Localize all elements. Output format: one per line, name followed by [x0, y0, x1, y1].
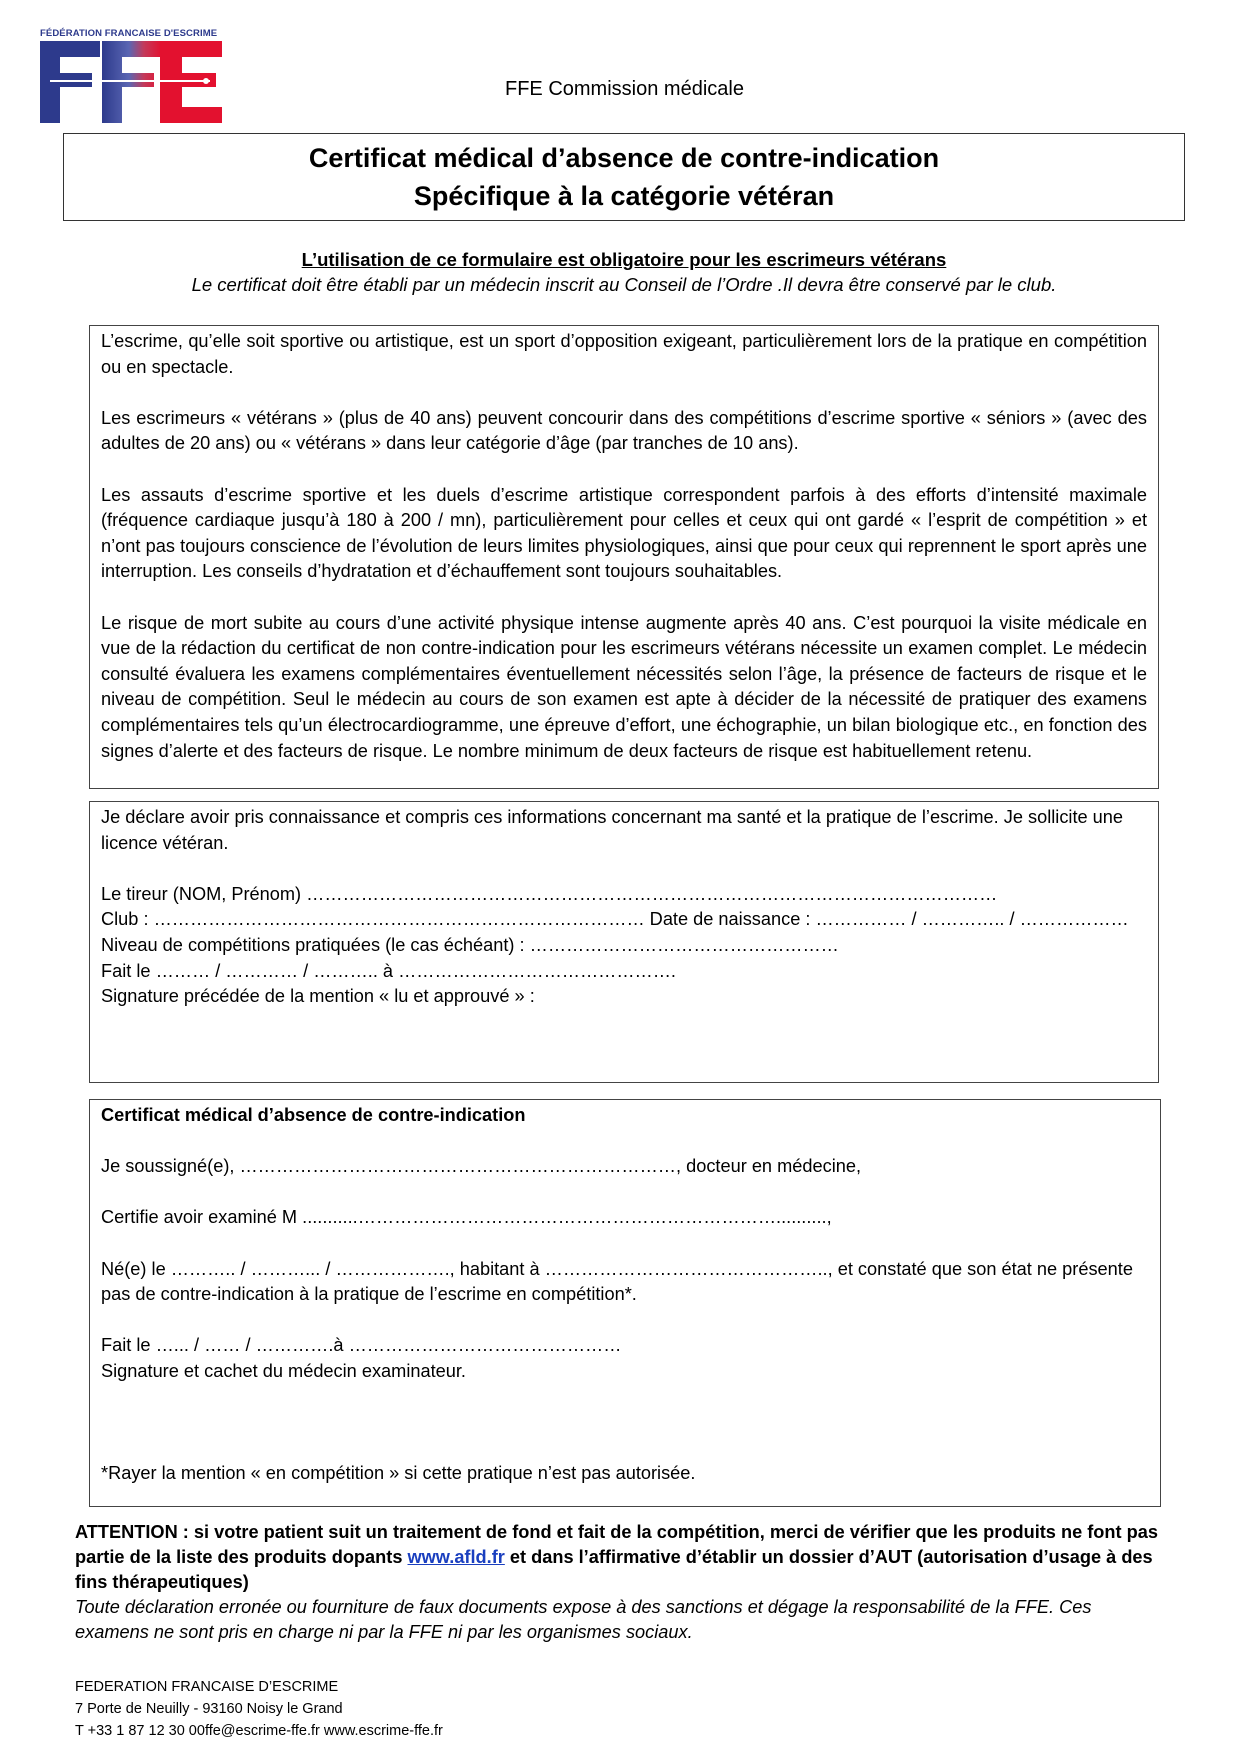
title-line2: Spécifique à la catégorie vétéran — [413, 181, 835, 211]
field-soussigne[interactable]: Je soussigné(e), ………………………………………………………………, docteur en médecine, — [101, 1156, 862, 1177]
info-paragraph-4: Le risque de mort subite au cours d’une activité physique intense augmente après 40 ans. C’est pourquoi la visite médicale en vue de la rédaction du certificat de non contre-indication pour les escrimeurs vétérans nécessite un examen complet. Le médecin consulté évaluera les examens complémentaires éventuellement nécessités selon l’âge, la présence de facteurs de risque et le niveau de compétition. Seul le médecin au cours de son examen est apte à décider de la nécessité de pratiquer des examens complémentaires tels qu’un électrocardiogramme, une épreuve d’effort, une échographie, un bilan biologique etc., en fonction des signes d’alerte et des facteurs de risque. Le nombre minimum de deux facteurs de risque est habituellement retenu. — [101, 612, 1147, 761]
field-niveau[interactable]: Niveau de compétitions pratiquées (le cas échéant) : …………………………………………… — [101, 934, 839, 955]
ffe-logo-mark-icon — [40, 41, 222, 123]
declaration-box — [89, 801, 1159, 1083]
attention-notice — [75, 1520, 1165, 1645]
attention-disclaimer: Toute déclaration erronée ou fourniture de faux documents expose à des sanctions et dégage la responsabilité de la FFE. Ces examens ne sont pris en charge ni par la FFE ni par les organismes sociaux. — [75, 1597, 1092, 1642]
field-signature-tireur[interactable]: Signature précédée de la mention « lu et approuvé » : — [101, 986, 535, 1007]
attention-text-1: ATTENTION : si votre patient suit un traitement de fond et fait de la compétition, merci de vérifier que les produits ne font pas partie de la liste des produits dopants — [75, 1522, 1158, 1567]
footer — [75, 1676, 443, 1742]
certificate-box — [89, 1099, 1161, 1507]
title-box — [63, 133, 1185, 221]
title-line1: Certificat médical d’absence de contre-indication — [308, 143, 940, 173]
field-examine[interactable]: Certifie avoir examiné M ...........…………………………………………………………….........., — [101, 1207, 832, 1228]
field-signature-medecin[interactable]: Signature et cachet du médecin examinateur. — [101, 1360, 466, 1381]
logo-org-name: FÉDÉRATION FRANCAISE D'ESCRIME — [40, 28, 218, 39]
footer-contact: T +33 1 87 12 30 00ffe@escrime-ffe.fr www.escrime-ffe.fr — [75, 1723, 443, 1739]
footer-org: FEDERATION FRANCAISE D’ESCRIME — [75, 1679, 339, 1695]
field-club-birthdate[interactable]: Club : ……………………………………………………………………… Date de naissance : …………… / ………….. / ……………… — [101, 909, 1129, 930]
intro — [63, 247, 1185, 297]
ffe-logo — [40, 28, 222, 124]
info-paragraph-3: Les assauts d’escrime sportive et les duels d’escrime artistique correspondent parfois à des efforts d’intensité maximale (fréquence cardiaque jusqu’à 180 à 200 / mn), particulièrement pour celles et ceux qui ont gardé « l’esprit de compétition » et n’ont pas toujours conscience de l’évolution de leurs limites physiologiques, ainsi que pour ceux qui reprennent le sport après une interruption. Les conseils d’hydratation et d’échauffement sont toujours souhaitables. — [101, 484, 1147, 582]
info-paragraph-1: L’escrime, qu’elle soit sportive ou artistique, est un sport d’opposition exigeant, particulièrement lors de la pratique en compétition ou en spectacle. — [101, 331, 1147, 377]
afld-link[interactable]: www.afld.fr — [407, 1547, 505, 1567]
info-box — [89, 325, 1159, 789]
info-paragraph-2: Les escrimeurs « vétérans » (plus de 40 ans) peuvent concourir dans des compétitions d’escrime sportive « séniors » (avec des adultes de 20 ans) ou « vétérans » dans leur catégorie d’âge (par tranches de 10 ans). — [101, 407, 1147, 454]
certificate-heading: Certificat médical d’absence de contre-indication — [101, 1105, 526, 1125]
field-ne-le[interactable]: Né(e) le ……….. / ………... / ………………., habitant à ……………………………………….., et constaté que son état ne présente pas de contre-indication à la pratique de l’escrime en compétition*. — [101, 1258, 1133, 1305]
field-fait-le-medecin[interactable]: Fait le …... / …… / ………….à ……………………………………… — [101, 1335, 622, 1356]
attention-text-2: et dans l’affirmative d’établir un dossier d’AUT (autorisation d’usage à des fins thérapeutiques) — [75, 1547, 1153, 1592]
header-commission: FFE Commission médicale — [505, 78, 744, 100]
declaration-intro: Je déclare avoir pris connaissance et compris ces informations concernant ma santé et la pratique de l’escrime. Je sollicite une licence vétéran. — [101, 807, 1124, 853]
footer-address: 7 Porte de Neuilly - 93160 Noisy le Grand — [75, 1701, 343, 1717]
field-tireur[interactable]: Le tireur (NOM, Prénom) …………………………………………………………………………………………………… — [101, 883, 998, 904]
intro-note: Le certificat doit être établi par un médecin inscrit au Conseil de l’Ordre .Il devra être conservé par le club. — [191, 274, 1057, 295]
field-fait-le[interactable]: Fait le ……… / ………… / ……….. à ………………………………………. — [101, 960, 676, 981]
intro-mandatory: L’utilisation de ce formulaire est obligatoire pour les escrimeurs vétérans — [301, 249, 947, 270]
certificate-footnote: *Rayer la mention « en compétition » si cette pratique n’est pas autorisée. — [101, 1463, 696, 1484]
